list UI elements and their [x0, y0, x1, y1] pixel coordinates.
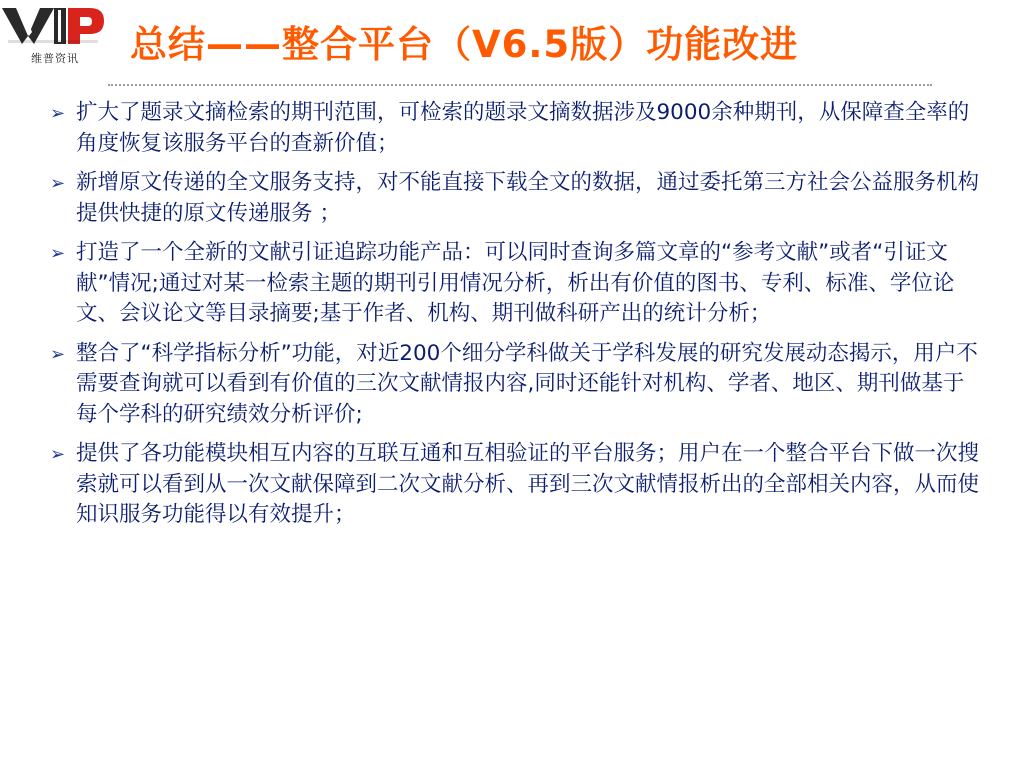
slide-title: 总结——整合平台（V6.5版）功能改进: [130, 23, 799, 66]
logo-subtitle: 维普资讯: [31, 52, 79, 65]
bullet-text: 提供了各功能模块相互内容的互联互通和互相验证的平台服务；用户在一个整合平台下做一次搜索就可以看到从一次文献保障到二次文献分析、再到三次文献情报析出的全部相关内容，从而使知识服务功能得以有效提升；: [76, 441, 980, 527]
title-divider: [108, 84, 932, 86]
arrow-bullet-icon: ➢: [50, 343, 66, 365]
bullet-text: 扩大了题录文摘检索的期刊范围，可检索的题录文摘数据涉及9000余种期刊，从保障查全率的角度恢复该服务平台的查新价值；: [76, 100, 970, 156]
bullet-text: 打造了一个全新的文献引证追踪功能产品：可以同时查询多篇文章的“参考文献”或者“引证文献”情况;通过对某一检索主题的期刊引用情况分析，析出有价值的图书、专利、标准、学位论文、会议论文等目录摘要;基于作者、机构、期刊做科研产出的统计分析；: [76, 240, 955, 326]
bullet-text: 新增原文传递的全文服务支持，对不能直接下载全文的数据，通过委托第三方社会公益服务机构提供快捷的原文传递服务 ；: [76, 170, 980, 226]
arrow-bullet-icon: ➢: [50, 243, 66, 264]
bullet-item: [50, 439, 980, 531]
bullet-item: [50, 238, 980, 330]
bullet-text: 整合了“科学指标分析”功能，对近200个细分学科做关于学科发展的研究发展动态揭示，用户不需要查询就可以看到有价值的三次文献情报内容,同时还能针对机构、学者、地区、期刊做基于每个学科的研究绩效分析评价;: [76, 340, 978, 427]
arrow-bullet-icon: ➢: [50, 173, 66, 194]
bullet-list: [50, 98, 980, 540]
arrow-bullet-icon: ➢: [50, 103, 66, 124]
bullet-item: [50, 168, 980, 229]
bullet-item: [50, 339, 980, 431]
vip-logo: [2, 6, 106, 65]
bullet-item: [50, 98, 980, 159]
vip-logo-mark: [2, 6, 106, 46]
arrow-bullet-icon: ➢: [50, 444, 66, 465]
